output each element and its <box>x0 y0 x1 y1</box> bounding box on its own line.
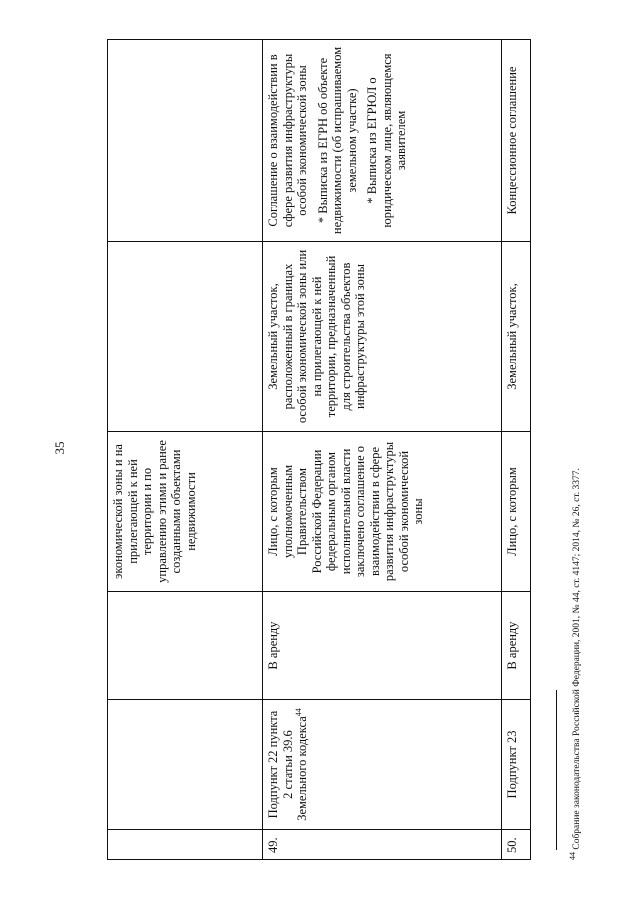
cell-land: Земельный участок, <box>502 242 531 432</box>
cell-documents: Концессионное соглашение <box>502 40 531 242</box>
cell-type: В аренду <box>263 592 502 700</box>
cell-basis: Подпункт 23 <box>502 700 531 830</box>
cell-number: 50. <box>502 830 531 860</box>
footnote-marker: 44 <box>567 852 577 860</box>
footnote-text: Собрание законодательства Российской Федерации, 2001, № 44, ст. 4147; 2014, № 26, ст. 3377. <box>572 468 582 850</box>
cell-type <box>108 592 263 700</box>
land-provision-table <box>107 39 531 860</box>
cell-applicant: экономической зоны и на прилегающей к ней территории и по управлению этими и ранее созданными объектами недвижимости <box>108 432 263 592</box>
document-item: * Выписка из ЕГРН об объекте недвижимости (об испрашиваемом земельном участке) <box>315 46 359 235</box>
document-item: Соглашение о взаимодействии в сфере развития инфраструктуры особой экономической зоны <box>266 53 309 228</box>
cell-applicant: Лицо, с которым <box>502 432 531 592</box>
table-row <box>108 40 263 860</box>
cell-number <box>108 830 263 860</box>
cell-number: 49. <box>263 830 502 860</box>
cell-basis <box>263 700 502 830</box>
cell-applicant: Лицо, с которым уполномоченным Правительством Российской Федерации федеральным органом исполнительной власти заключено соглашение о взаимодействии в сфере развития инфраструктуры особой экономической зоны <box>263 432 502 592</box>
cell-basis <box>108 700 263 830</box>
table-row <box>263 40 502 860</box>
rotated-table-container <box>107 40 517 860</box>
document-item: * Выписка из ЕГРЮЛ о юридическом лице, являющемся заявителем <box>365 53 408 228</box>
footnote-separator <box>556 690 557 850</box>
table-row <box>502 40 531 860</box>
cell-documents <box>263 40 502 242</box>
cell-documents <box>108 40 263 242</box>
cell-land <box>108 242 263 432</box>
footnote <box>567 468 588 860</box>
cell-type: В аренду <box>502 592 531 700</box>
cell-land: Земельный участок, расположенный в границах особой экономической зоны или на прилегающей к ней территории, предназначенный для строительства объектов инфраструктуры этой зоны <box>263 242 502 432</box>
basis-text: Подпункт 22 пункта 2 статьи 39.6 Земельного кодекса <box>266 710 309 821</box>
footnote-ref: 44 <box>293 708 303 717</box>
page-number: 35 <box>52 441 67 455</box>
